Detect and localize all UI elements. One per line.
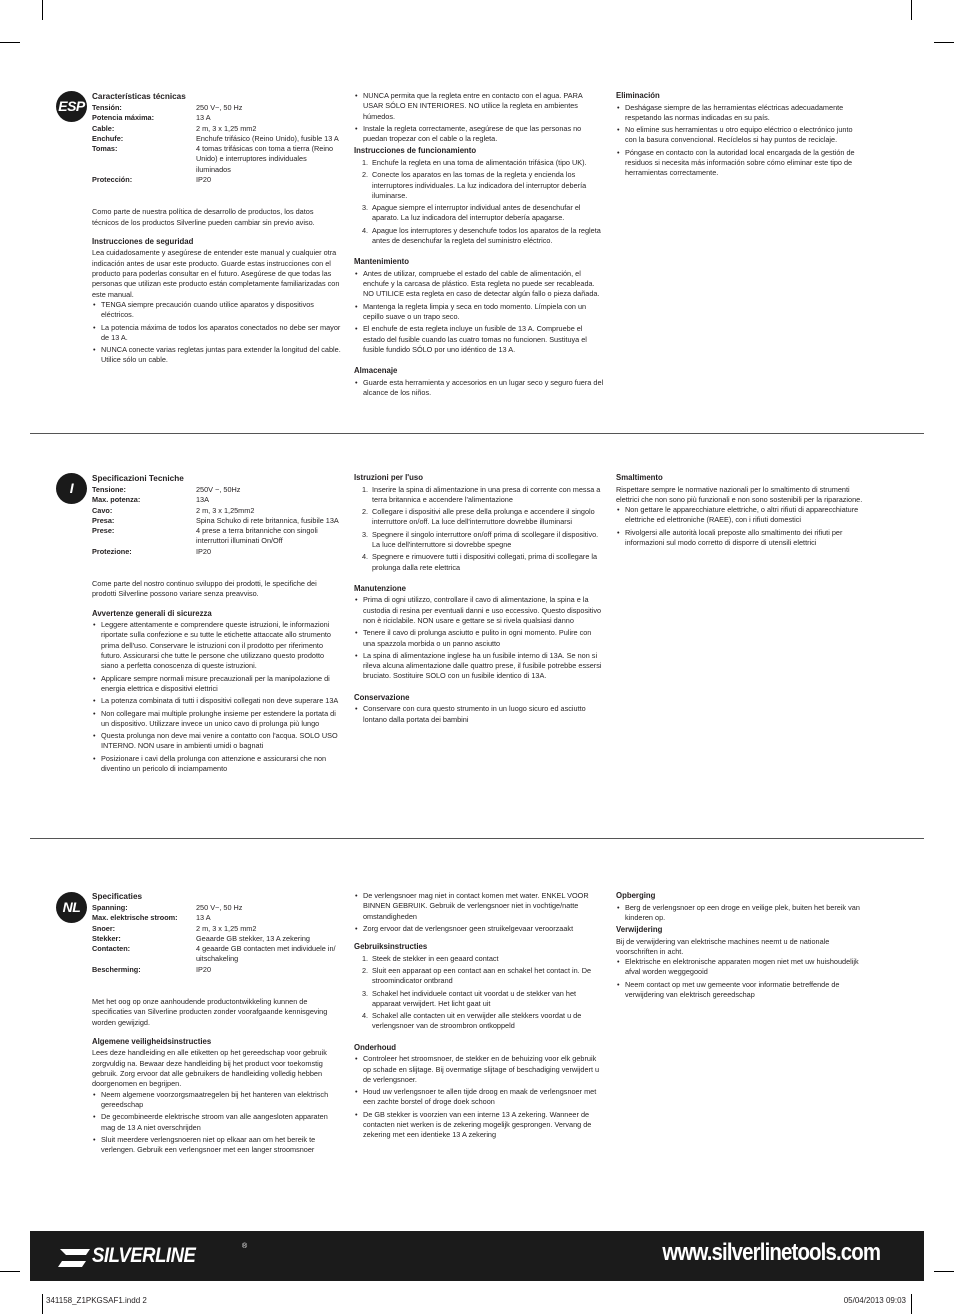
spec-value: 4 geaarde GB contacten met individuele in/ uitschakeling [196,944,336,964]
disposal-intro: Bij de verwijdering van elektrische machines neemt u de nationale voorschriften in acht. [616,936,830,956]
crop-mark [911,0,912,20]
footer-bar [30,1231,924,1281]
spec-label: Bescherming: [92,964,141,974]
policy-text: Met het oog op onze aanhoudende productontwikkeling kunnen de specificaties van Silverline producten zonder voorafgaande kennisgeving worden gewijzigd. [92,997,328,1027]
step-number: 3. [362,529,369,539]
list-item: • Deshágase siempre de las herramientas eléctricas adecuadamente respetando las normas indicadas en su país. [616,103,866,124]
policy-text: Come parte del nostro continuo sviluppo dei prodotti, le specifiche dei prodotti Silverline possono variare senza preavviso. [92,579,317,599]
step-number: 1. [362,484,369,494]
spec-value: IP20 [196,546,212,556]
spec-row [92,924,342,934]
safety-title: Algemene veiligheidsinstructies [92,1036,212,1046]
spec-row [92,944,342,965]
disposal-list [616,505,866,548]
spec-value: 4 tomas trifásicas con toma a tierra (Reino Unido) e interruptores individuales iluminados [196,144,334,174]
section-divider [30,433,924,434]
list-item: • Instale la regleta correctamente, asegúrese de que las personas no puedan tropezar con el cable o la regleta. [354,124,604,145]
column-1 [92,473,342,776]
step-number: 4. [362,1011,369,1021]
column-2 [354,91,604,400]
disposal-title: Smaltimento [616,473,663,482]
step-text: Spegnere e rimuovere tutti i dispositivi collegati, prima di scollegare la prolunga dalla rete elettrica [372,552,598,572]
step-text: Steek de stekker in een geaard contact [372,953,499,963]
logo-emblem-icon [56,1241,96,1271]
spec-label: Cable: [92,123,115,133]
silverline-logo [56,1241,256,1271]
language-badge-ita: I [56,473,87,504]
step-item [354,530,604,551]
spec-row [92,175,342,185]
disposal-title: Eliminación [616,91,660,100]
crop-mark [0,1271,20,1272]
spec-value: IP20 [196,964,212,974]
step-item [354,507,604,528]
list-item: • Neem contact op met uw gemeente voor informatie betreffende de verwijdering van elektrisch gereedschap [616,980,866,1001]
spec-label: Prese: [92,526,115,536]
step-item [354,966,604,987]
spec-label: Presa: [92,515,115,525]
column-1 [92,891,342,1157]
website-link[interactable]: www.silverlinetools.com [662,1239,880,1266]
spec-value: 13 A [196,113,211,123]
file-slug: 341158_Z1PKGSAF1.indd 2 [46,1296,147,1305]
spec-row [92,144,342,175]
specs-table [92,103,342,185]
list-item: • Applicare sempre normali misure precauzionali per la manipolazione di energia elettrica e dispositivi elettrici [92,674,342,695]
list-item: • De GB stekker is voorzien van een interne 13 A zekering. Wanneer de contacten niet werken is de zekering mogelijk gesprongen. Vervang de zekering met een identieke 13 A zekering [354,1110,604,1141]
spec-row [92,516,342,526]
spec-label: Potencia máxima: [92,113,155,123]
list-item: • Póngase en contacto con la autoridad local encargada de la gestión de residuos si necesita más información sobre cómo eliminar este tipo de herramientas correctamente. [616,148,866,179]
step-item [354,170,604,201]
safety-list-continued [354,91,604,144]
spec-value: 13A [196,495,209,505]
spec-row [92,903,342,913]
safety-list [92,620,342,774]
operation-title: Istruzioni per l'uso [354,473,423,482]
spec-label: Tensión: [92,103,122,112]
step-item [354,485,604,506]
step-number: 2. [362,965,369,975]
list-item: • Non gettare le apparecchiature elettriche, o altri rifiuti di apparecchiature elettriche ed elettroniche (RAEE), con i rifiuti domestici [616,505,866,526]
list-item: • Antes de utilizar, compruebe el estado del cable de alimentación, el enchufe y la carcasa de plástico. Esta regleta no puede ser recableada. NO UTILICE esta regleta en caso de detectar algún fallo o pieza dañada. [354,269,604,300]
list-item: • Berg de verlengsnoer op een droge en veilige plek, buiten het bereik van kinderen op. [616,903,866,924]
list-item: • TENGA siempre precaución cuando utilice aparatos y dispositivos eléctricos. [92,300,342,321]
storage-list [354,704,604,725]
safety-list [92,1090,342,1156]
registered-mark: ® [242,1243,248,1250]
list-item: • Prima di ogni utilizzo, controllare il cavo di alimentazione, la spina e la custodia di resina per eventuali danni e uso eccessivo. Questo dispositivo non è riciclabile. NON usare e gettare se si rivela qualsiasi danno [354,595,604,626]
list-item: • Mantenga la regleta limpia y seca en todo momento. Límpiela con un cepillo suave o un trapo seco. [354,302,604,323]
step-number: 4. [362,225,369,235]
step-text: Spegnere il singolo interruttore on/off prima di scollegare il dispositivo. La luce dell'interruttore si dovrebbe spegne [372,529,599,549]
step-number: 2. [362,507,369,517]
step-item [354,989,604,1010]
maintenance-title: Mantenimiento [354,257,410,267]
list-item: • La spina di alimentazione inglese ha un fusibile interno di 13A. Se non si rileva alcuna alimentazione dalle quattro prese, il fusibile potrebbe essersi bruciato. Sostituire SOLO con un fusibile identico di 13A. [354,651,604,682]
list-item: • NUNCA permita que la regleta entre en contacto con el agua. PARA USAR SÓLO EN INTERIORES. NO utilice la regleta en ambientes húmedos. [354,91,604,122]
step-text: Inserire la spina di alimentazione in una presa di corrente con messa a terra britannica e accendere l'alimentazione [372,484,601,504]
storage-title: Conservazione [354,692,410,702]
maintenance-list [354,595,604,681]
step-number: 3. [362,203,369,213]
list-item: • De gecombineerde elektrische stroom van alle aangesloten apparaten mag de 13 A niet overschrijden [92,1112,342,1133]
safety-list-continued [354,891,604,934]
spec-value: 2 m, 3 x 1,25mm2 [196,505,255,515]
section-divider [30,838,924,839]
column-1 [92,91,342,368]
spec-row [92,526,342,547]
spec-label: Spanning: [92,903,128,912]
safety-title: Instrucciones de seguridad [92,236,194,246]
spec-label: Max. potenza: [92,495,141,505]
list-item: • La potencia máxima de todos los aparatos conectados no debe ser mayor de 13 A. [92,323,342,344]
crop-mark [0,42,20,43]
step-item [354,226,604,247]
safety-intro: Lees deze handleiding en alle etiketten op het gereedschap voor gebruik zorgvuldig na. Bewaar deze handleiding bij het product voor toekomstig gebruik. Zorg ervoor dat alle gebruikers de handleiding volledig hebben doorgenomen en begrijpen. [92,1048,327,1089]
spec-label: Protezione: [92,546,132,556]
operation-steps [354,954,604,1032]
list-item: • No elimine sus herramientas u otro equipo eléctrico o electrónico junto con la basura convencional. Recíclelos si hay puntos de reciclaje. [616,125,866,146]
spec-value: 13 A [196,913,211,923]
disposal-list [616,957,866,1000]
step-number: 4. [362,552,369,562]
specs-title: Specificazioni Tecniche [92,474,184,483]
column-3 [616,891,866,1002]
spec-row [92,485,342,495]
column-3 [616,91,866,181]
spec-label: Contacten: [92,944,131,954]
list-item: • Leggere attentamente e comprendere queste istruzioni, le informazioni riportate sulla confezione e su tutte le etichette attaccate allo strumento prima dell'uso. Conservare le istruzioni con il prodotto per riferimento futuro. Assicurarsi che tutte le persone che utilizzano questo prodotto siano a perfetta conoscenza di queste istruzioni. [92,620,342,671]
spec-label: Protección: [92,175,133,185]
disposal-intro: Rispettare sempre le normative nazionali per lo smaltimento di strumenti elettrici che non sono più funzionali e non sono sostenibili per la riparazione. [616,484,863,504]
spec-value: 250 V~, 50 Hz [196,903,243,912]
list-item: • Posizionare i cavi della prolunga con attenzione e assicurarsi che non diventino un pericolo di inciampamento [92,754,342,775]
spec-label: Max. elektrische stroom: [92,913,178,923]
storage-title: Almacenaje [354,366,398,376]
spec-row [92,913,342,923]
spec-value: Spina Schuko di rete britannica, fusibile 13A [196,515,339,525]
step-text: Collegare i dispositivi alle prese della prolunga e accendere il singolo interruttore on/off. La luce dell'interruttore dovrebbe illuminarsi [372,507,595,527]
language-badge-nl: NL [56,892,87,923]
list-item: • El enchufe de esta regleta incluye un fusible de 13 A. Compruebe el estado del fusible cuando las cuatro tomas no funcionen. Sustituya el fusible fundido SÓLO por uno idéntico de 13 A. [354,324,604,355]
spec-label: Tomas: [92,144,118,154]
step-text: Schakel alle contacten uit en verwijder alle stekkers voordat u de verlengsnoer van de stroombron ontkoppeld [372,1011,582,1031]
step-text: Apague siempre el interruptor individual antes de desenchufar el aparato. La luz indicadora del interruptor debería apagarse. [372,203,581,223]
brand-name: SILVERLINE [92,1244,196,1267]
list-item: • Rivolgersi alle autorità locali preposte allo smaltimento dei rifiuti per informazioni sul modo corretto di disporre di utensili elettrici [616,528,866,549]
step-item [354,158,604,168]
spec-row [92,547,342,557]
list-item: • De verlengsnoer mag niet in contact komen met water. ENKEL VOOR BINNEN GEBRUIK. Gebruik de verlengsnoer niet in vochtige/natte omstandigheden [354,891,604,922]
spec-label: Enchufe: [92,133,124,143]
spec-row [92,103,342,113]
safety-title: Avvertenze generali di sicurezza [92,608,212,618]
spec-label: Stekker: [92,933,121,943]
list-item: • Controleer het stroomsnoer, de stekker en de behuizing voor elk gebruik op schade en slijtage. Bij overmatige slijtage of beschadiging verwijdert u de verlengsnoer. [354,1054,604,1085]
spec-value: Geaarde GB stekker, 13 A zekering [196,933,310,943]
step-text: Enchufe la regleta en una toma de alimentación trifásica (tipo UK). [372,157,587,167]
storage-list [616,903,866,924]
language-badge-esp: ESP [56,91,87,122]
disposal-list [616,103,866,179]
storage-title: Opberging [616,891,656,900]
spec-label: Cavo: [92,505,113,515]
spec-value: IP20 [196,175,212,185]
maintenance-title: Onderhoud [354,1042,397,1052]
operation-title: Gebruiksinstructies [354,942,428,952]
column-2 [354,473,604,727]
maintenance-list [354,269,604,355]
list-item: • NUNCA conecte varias regletas juntas para extender la longitud del cable. Utilice sólo un cable. [92,345,342,366]
spec-value: 4 prese a terra britanniche con singoli interruttori illuminati On/Off [196,526,318,546]
column-2 [354,891,604,1143]
disposal-title: Verwijdering [616,925,663,935]
specs-table [92,903,342,975]
spec-row [92,965,342,975]
spec-row [92,134,342,144]
spec-label: Snoer: [92,923,116,933]
safety-list [92,300,342,366]
spec-value: Enchufe trifásico (Reino Unido), fusible 13 A [196,133,339,143]
crop-mark [42,0,43,20]
storage-list [354,378,604,399]
operation-title: Instrucciones de funcionamiento [354,146,477,156]
step-text: Schakel het individuele contact uit voordat u de stekker van het apparaat verwijdert. Het licht gaat uit [372,988,577,1008]
specs-table [92,485,342,557]
specs-title: Características técnicas [92,92,186,101]
list-item: • Neem algemene voorzorgsmaatregelen bij het hanteren van elektrisch gereedschap [92,1090,342,1111]
crop-mark [934,1271,954,1272]
step-number: 1. [362,157,369,167]
step-item [354,954,604,964]
column-3 [616,473,866,550]
spec-row [92,113,342,123]
spec-row [92,495,342,505]
safety-intro: Lea cuidadosamente y asegúrese de entender este manual y cualquier otra indicación antes de usar este producto. Guarde estas instrucciones con el producto para poderlas consultar en el futuro. Asegúrese de que todas las personas que utilizan este producto están completamente familiarizadas con este manual. [92,248,340,299]
maintenance-list [354,1054,604,1140]
list-item: • Questa prolunga non deve mai venire a contatto con l'acqua. SOLO USO INTERNO. NON usare in ambienti umidi o bagnati [92,731,342,752]
spec-value: 250 V~, 50 Hz [196,103,243,112]
step-item [354,552,604,573]
crop-mark [934,42,954,43]
spec-value: 2 m, 3 x 1,25 mm2 [196,923,257,933]
list-item: • La potenza combinata di tutti i dispositivi collegati non deve superare 13A [92,696,342,706]
step-text: Apague los interruptores y desenchufe todos los aparatos de la regleta antes de desenchufar la regleta del suministro eléctrico. [372,225,601,246]
maintenance-title: Manutenzione [354,583,406,593]
operation-steps [354,485,604,573]
spec-value: 250V ~, 50Hz [196,485,241,494]
specs-title: Specificaties [92,892,143,901]
step-text: Conecte los aparatos en las tomas de la regleta y encienda los interruptores individuales. La luz indicadora del interruptor debería iluminarse. [372,170,587,200]
step-number: 1. [362,953,369,963]
list-item: • Non collegare mai multiple prolunghe insieme per estendere la portata di un dispositivo. Utilizzare invece un unico cavo di prolunga più lungo [92,709,342,730]
list-item: • Houd uw verlengsnoer te allen tijde droog en maak de verlengsnoer met een zachte borstel of droge doek schoon [354,1087,604,1108]
step-number: 3. [362,988,369,998]
list-item: • Zorg ervoor dat de verlengsnoer geen struikelgevaar veroorzaakt [354,924,604,934]
step-item [354,1011,604,1032]
step-item [354,203,604,224]
list-item: • Guarde esta herramienta y accesorios en un lugar seco y seguro fuera del alcance de los niños. [354,378,604,399]
spec-row [92,124,342,134]
operation-steps [354,158,604,246]
step-number: 2. [362,170,369,180]
spec-value: 2 m, 3 x 1,25 mm2 [196,123,257,133]
spec-label: Tensione: [92,485,126,494]
list-item: • Sluit meerdere verlengsnoeren niet op elkaar aan om het bereik te verlengen. Gebruik een verlengsnoer met een langer stroomsnoer [92,1135,342,1156]
crop-mark [911,1294,912,1314]
spec-row [92,934,342,944]
list-item: • Tenere il cavo di prolunga asciutto e pulito in ogni momento. Pulire con una spazzola morbida o un panno asciutto [354,628,604,649]
step-text: Sluit een apparaat op een contact aan en schakel het contact in. De stroomindicator ontbrand [372,965,592,986]
policy-text: Como parte de nuestra política de desarrollo de productos, los datos técnicos de los productos Silverline pueden cambiar sin previo aviso. [92,207,315,227]
crop-mark [42,1294,43,1314]
print-date: 05/04/2013 09:03 [843,1296,906,1305]
list-item: • Conservare con cura questo strumento in un luogo sicuro ed asciutto lontano dalla portata dei bambini [354,704,604,725]
spec-row [92,506,342,516]
list-item: • Elektrische en elektronische apparaten mogen niet met uw huishoudelijk afval worden weggegooid [616,957,866,978]
